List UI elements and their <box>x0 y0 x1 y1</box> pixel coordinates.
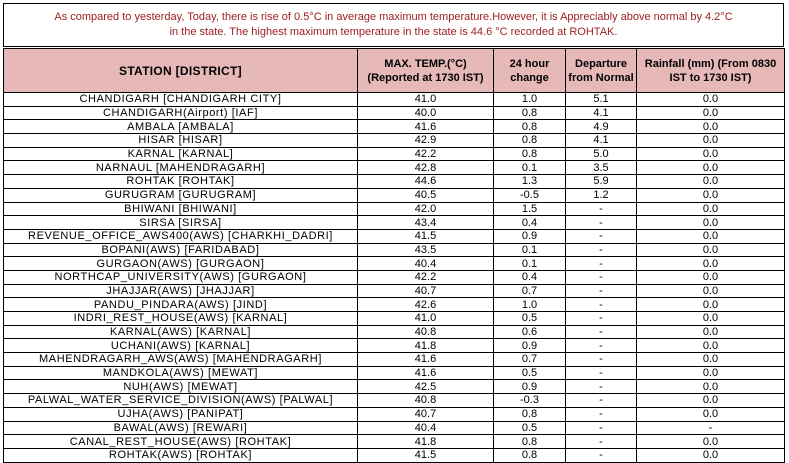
station-cell: SIRSA [SIRSA] <box>4 216 358 230</box>
change-cell: 0.4 <box>494 270 566 284</box>
change-cell: -0.3 <box>494 394 566 408</box>
departure-cell: - <box>566 421 637 435</box>
table-row <box>4 366 785 380</box>
rainfall-cell: 0.0 <box>637 366 785 380</box>
max-temp-cell: 41.0 <box>358 312 494 326</box>
rainfall-cell: 0.0 <box>637 325 785 339</box>
departure-cell: - <box>566 380 637 394</box>
departure-cell: 4.1 <box>566 134 637 148</box>
table-row <box>4 270 785 284</box>
max-temp-cell: 41.6 <box>358 366 494 380</box>
rainfall-cell: 0.0 <box>637 93 785 107</box>
max-temp-cell: 40.7 <box>358 284 494 298</box>
header-departure <box>566 49 637 93</box>
max-temp-cell: 41.8 <box>358 339 494 353</box>
table-row <box>4 339 785 353</box>
rainfall-cell: 0.0 <box>637 188 785 202</box>
max-temp-cell: 42.6 <box>358 298 494 312</box>
change-cell: 1.0 <box>494 298 566 312</box>
table-row <box>4 188 785 202</box>
rainfall-cell: 0.0 <box>637 312 785 326</box>
departure-cell: - <box>566 366 637 380</box>
max-temp-cell: 44.6 <box>358 175 494 189</box>
station-cell: REVENUE_OFFICE_AWS400(AWS) [CHARKHI_DADRI] <box>4 229 358 243</box>
station-cell: ROHTAK(AWS) [ROHTAK] <box>4 448 358 462</box>
max-temp-cell: 41.6 <box>358 120 494 134</box>
change-cell: 0.1 <box>494 257 566 271</box>
change-cell: 0.9 <box>494 229 566 243</box>
departure-cell: - <box>566 257 637 271</box>
header-station: STATION [DISTRICT] <box>4 49 358 93</box>
departure-cell: 4.1 <box>566 106 637 120</box>
max-temp-cell: 41.5 <box>358 448 494 462</box>
station-cell: NORTHCAP_UNIVERSITY(AWS) [GURGAON] <box>4 270 358 284</box>
table-row <box>4 134 785 148</box>
departure-cell: - <box>566 202 637 216</box>
header-rainfall <box>637 49 785 93</box>
station-cell: MAHENDRAGARH_AWS(AWS) [MAHENDRAGARH] <box>4 353 358 367</box>
table-row <box>4 298 785 312</box>
max-temp-cell: 43.4 <box>358 216 494 230</box>
change-cell: 0.8 <box>494 134 566 148</box>
table-row <box>4 407 785 421</box>
departure-cell: - <box>566 284 637 298</box>
notice-line-2: in the state. The highest maximum temperature in the state is 44.6 °C recorded at ROHTAK. <box>169 26 618 38</box>
max-temp-cell: 40.4 <box>358 257 494 271</box>
change-cell: 0.8 <box>494 106 566 120</box>
station-cell: INDRI_REST_HOUSE(AWS) [KARNAL] <box>4 312 358 326</box>
change-cell: 0.1 <box>494 161 566 175</box>
change-cell: 0.7 <box>494 284 566 298</box>
departure-cell: - <box>566 353 637 367</box>
departure-cell: - <box>566 339 637 353</box>
station-cell: CANAL_REST_HOUSE(AWS) [ROHTAK] <box>4 435 358 449</box>
departure-cell: - <box>566 270 637 284</box>
table-row <box>4 353 785 367</box>
station-cell: BOPANI(AWS) [FARIDABAD] <box>4 243 358 257</box>
table-row <box>4 284 785 298</box>
table-row <box>4 161 785 175</box>
notice-line-1: As compared to yesterday, Today, there is rise of 0.5°C in average maximum temperature.However, it is Appreciably above normal by 4.2°C <box>54 11 733 23</box>
rainfall-cell: 0.0 <box>637 435 785 449</box>
max-temp-cell: 43.5 <box>358 243 494 257</box>
max-temp-cell: 42.8 <box>358 161 494 175</box>
departure-cell: - <box>566 243 637 257</box>
max-temp-cell: 41.5 <box>358 229 494 243</box>
change-cell: -0.5 <box>494 188 566 202</box>
station-cell: KARNAL [KARNAL] <box>4 147 358 161</box>
change-cell: 0.8 <box>494 147 566 161</box>
table-row <box>4 106 785 120</box>
departure-cell: - <box>566 216 637 230</box>
table-row <box>4 448 785 462</box>
departure-cell: 4.9 <box>566 120 637 134</box>
rainfall-cell: 0.0 <box>637 257 785 271</box>
max-temp-cell: 40.7 <box>358 407 494 421</box>
rainfall-cell: 0.0 <box>637 380 785 394</box>
rainfall-cell: 0.0 <box>637 134 785 148</box>
max-temp-cell: 41.8 <box>358 435 494 449</box>
header-max-temp <box>358 49 494 93</box>
rainfall-cell: 0.0 <box>637 339 785 353</box>
departure-cell: 5.0 <box>566 147 637 161</box>
max-temp-cell: 40.4 <box>358 421 494 435</box>
header-rainfall-line2: IST to 1730 IST) <box>669 71 752 84</box>
rainfall-cell: 0.0 <box>637 161 785 175</box>
rainfall-cell: 0.0 <box>637 298 785 312</box>
header-max-temp-line2: (Reported at 1730 IST) <box>367 71 484 84</box>
header-change-line1: 24 hour <box>509 57 550 70</box>
max-temp-cell: 41.0 <box>358 93 494 107</box>
rainfall-cell: 0.0 <box>637 394 785 408</box>
departure-cell: - <box>566 448 637 462</box>
table-row <box>4 435 785 449</box>
station-cell: UJHA(AWS) [PANIPAT] <box>4 407 358 421</box>
max-temp-cell: 40.8 <box>358 325 494 339</box>
table-row <box>4 257 785 271</box>
station-cell: BHIWANI [BHIWANI] <box>4 202 358 216</box>
header-max-temp-line1: MAX. TEMP.(°C) <box>384 57 467 70</box>
max-temp-cell: 40.5 <box>358 188 494 202</box>
station-cell: CHANDIGARH(Airport) [IAF] <box>4 106 358 120</box>
station-cell: BAWAL(AWS) [REWARI] <box>4 421 358 435</box>
station-cell: ROHTAK [ROHTAK] <box>4 175 358 189</box>
rainfall-cell: 0.0 <box>637 229 785 243</box>
change-cell: 0.5 <box>494 312 566 326</box>
rainfall-cell: 0.0 <box>637 202 785 216</box>
change-cell: 1.0 <box>494 93 566 107</box>
table-body <box>4 93 785 463</box>
change-cell: 0.9 <box>494 380 566 394</box>
header-24h-change <box>494 49 566 93</box>
table-row <box>4 120 785 134</box>
departure-cell: 5.1 <box>566 93 637 107</box>
table-row <box>4 216 785 230</box>
max-temp-cell: 42.5 <box>358 380 494 394</box>
header-rainfall-line1: Rainfall (mm) (From 0830 <box>644 57 777 70</box>
max-temp-cell: 42.9 <box>358 134 494 148</box>
station-cell: NARNAUL [MAHENDRAGARH] <box>4 161 358 175</box>
rainfall-cell: 0.0 <box>637 147 785 161</box>
max-temp-cell: 42.2 <box>358 270 494 284</box>
rainfall-cell: 0.0 <box>637 175 785 189</box>
table-row <box>4 325 785 339</box>
rainfall-cell: 0.0 <box>637 353 785 367</box>
departure-cell: - <box>566 229 637 243</box>
table-row <box>4 312 785 326</box>
max-temperature-table <box>3 48 785 463</box>
station-cell: UCHANI(AWS) [KARNAL] <box>4 339 358 353</box>
table-header-row <box>4 49 785 93</box>
change-cell: 0.8 <box>494 407 566 421</box>
change-cell: 0.9 <box>494 339 566 353</box>
table-row <box>4 93 785 107</box>
departure-cell: - <box>566 407 637 421</box>
rainfall-cell: 0.0 <box>637 270 785 284</box>
table-row <box>4 202 785 216</box>
header-departure-line1: Departure <box>575 57 627 70</box>
rainfall-cell: 0.0 <box>637 243 785 257</box>
change-cell: 1.5 <box>494 202 566 216</box>
rainfall-cell: 0.0 <box>637 106 785 120</box>
table-row <box>4 243 785 257</box>
departure-cell: - <box>566 435 637 449</box>
table-row <box>4 175 785 189</box>
station-cell: NUH(AWS) [MEWAT] <box>4 380 358 394</box>
max-temp-cell: 40.8 <box>358 394 494 408</box>
station-cell: AMBALA [AMBALA] <box>4 120 358 134</box>
header-departure-line2: from Normal <box>568 71 634 84</box>
departure-cell: 5.9 <box>566 175 637 189</box>
rainfall-cell: 0.0 <box>637 407 785 421</box>
station-cell: GURGAON(AWS) [GURGAON] <box>4 257 358 271</box>
max-temp-cell: 40.0 <box>358 106 494 120</box>
departure-cell: - <box>566 394 637 408</box>
max-temp-cell: 42.2 <box>358 147 494 161</box>
max-temp-cell: 42.0 <box>358 202 494 216</box>
table-row <box>4 394 785 408</box>
temperature-summary-notice <box>3 3 784 47</box>
rainfall-cell: - <box>637 421 785 435</box>
station-cell: HISAR [HISAR] <box>4 134 358 148</box>
station-cell: CHANDIGARH [CHANDIGARH CITY] <box>4 93 358 107</box>
station-cell: MANDKOLA(AWS) [MEWAT] <box>4 366 358 380</box>
rainfall-cell: 0.0 <box>637 120 785 134</box>
rainfall-cell: 0.0 <box>637 448 785 462</box>
departure-cell: - <box>566 312 637 326</box>
change-cell: 0.5 <box>494 421 566 435</box>
header-change-line2: change <box>510 71 549 84</box>
change-cell: 0.7 <box>494 353 566 367</box>
change-cell: 0.5 <box>494 366 566 380</box>
rainfall-cell: 0.0 <box>637 284 785 298</box>
table-row <box>4 421 785 435</box>
change-cell: 0.6 <box>494 325 566 339</box>
table-row <box>4 380 785 394</box>
station-cell: PANDU_PINDARA(AWS) [JIND] <box>4 298 358 312</box>
table-row <box>4 229 785 243</box>
change-cell: 0.8 <box>494 120 566 134</box>
station-cell: KARNAL(AWS) [KARNAL] <box>4 325 358 339</box>
departure-cell: - <box>566 298 637 312</box>
change-cell: 0.1 <box>494 243 566 257</box>
station-cell: JHAJJAR(AWS) [JHAJJAR] <box>4 284 358 298</box>
change-cell: 1.3 <box>494 175 566 189</box>
change-cell: 0.8 <box>494 448 566 462</box>
station-cell: GURUGRAM [GURUGRAM] <box>4 188 358 202</box>
departure-cell: 1.2 <box>566 188 637 202</box>
departure-cell: - <box>566 325 637 339</box>
table-row <box>4 147 785 161</box>
rainfall-cell: 0.0 <box>637 216 785 230</box>
max-temp-cell: 41.6 <box>358 353 494 367</box>
station-cell: PALWAL_WATER_SERVICE_DIVISION(AWS) [PALWAL] <box>4 394 358 408</box>
change-cell: 0.8 <box>494 435 566 449</box>
change-cell: 0.4 <box>494 216 566 230</box>
departure-cell: 3.5 <box>566 161 637 175</box>
